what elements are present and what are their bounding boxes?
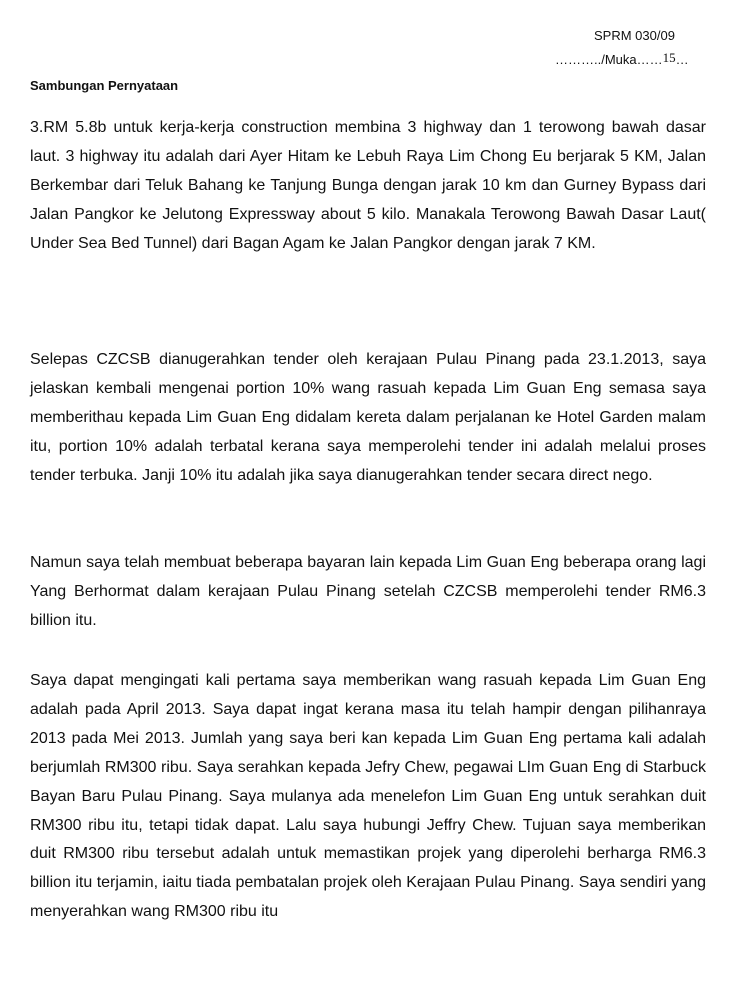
page-reference bbox=[555, 51, 689, 69]
paragraph-1: 3.RM 5.8b untuk kerja-kerja construction membina 3 highway dan 1 terowong bawah dasar laut. 3 highway itu adalah dari Ayer Hitam ke Lebuh Raya Lim Chong Eu berjarak 5 KM, Jalan Berkembar dari Teluk Bahang ke Tanjung Bunga dengan jarak 10 km dan Gurney Bypass dari Jalan Pangkor ke Jelutong Expressway about 5 kilo. Manakala Terowong Bawah Dasar Laut( Under Sea Bed Tunnel) dari Bagan Agam ke Jalan Pangkor dengan jarak 7 KM. bbox=[30, 119, 706, 252]
section-title: Sambungan Pernyataan bbox=[30, 78, 179, 93]
form-reference: SPRM 030/09 bbox=[594, 28, 675, 43]
paragraph-2: Selepas CZCSB dianugerahkan tender oleh kerajaan Pulau Pinang pada 23.1.2013, saya jelaskan kembali mengenai portion 10% wang rasuah kepada Lim Guan Eng semasa saya memberithau kepada Lim Guan Eng didalam kereta dalam perjalanan ke Hotel Garden malam itu, portion 10% adalah terbatal kerana saya memperolehi tender ini adalah melalui proses tender terbuka. Janji 10% itu adalah jika saya dianugerahkan tender secara direct nego. bbox=[30, 351, 706, 484]
paragraph-3: Namun saya telah membuat beberapa bayaran lain kepada Lim Guan Eng beberapa orang lagi Yang Berhormat dalam kerajaan Pulau Pinang setelah CZCSB memperolehi tender RM6.3 billion itu. bbox=[30, 554, 706, 629]
page-suffix: … bbox=[675, 52, 689, 67]
page-number: 15 bbox=[662, 50, 676, 65]
paragraph-4: Saya dapat mengingati kali pertama saya memberikan wang rasuah kepada Lim Guan Eng adalah pada April 2013. Saya dapat ingat kerana masa itu telah hampir dengan pilihanraya 2013 pada Mei 2013. Jumlah yang saya beri kan kepada Lim Guan Eng pertama kali adalah berjumlah RM300 ribu. Saya serahkan kepada Jefry Chew, pegawai LIm Guan Eng di Starbuck Bayan Baru Pulau Pinang. Saya mulanya ada menelefon Lim Guan Eng untuk serahkan duit RM300 ribu itu, tetapi tidak dapat. Lalu saya hubungi Jeffry Chew. Tujuan saya memberikan duit RM300 ribu tersebut adalah untuk memastikan projek yang diperolehi berharga RM6.3 billion itu terjamin, iaitu tiada pembatalan projek oleh Kerajaan Pulau Pinang. Saya sendiri yang menyerahkan wang RM300 ribu itu bbox=[30, 672, 706, 921]
page-prefix: ………../Muka…… bbox=[555, 52, 663, 67]
